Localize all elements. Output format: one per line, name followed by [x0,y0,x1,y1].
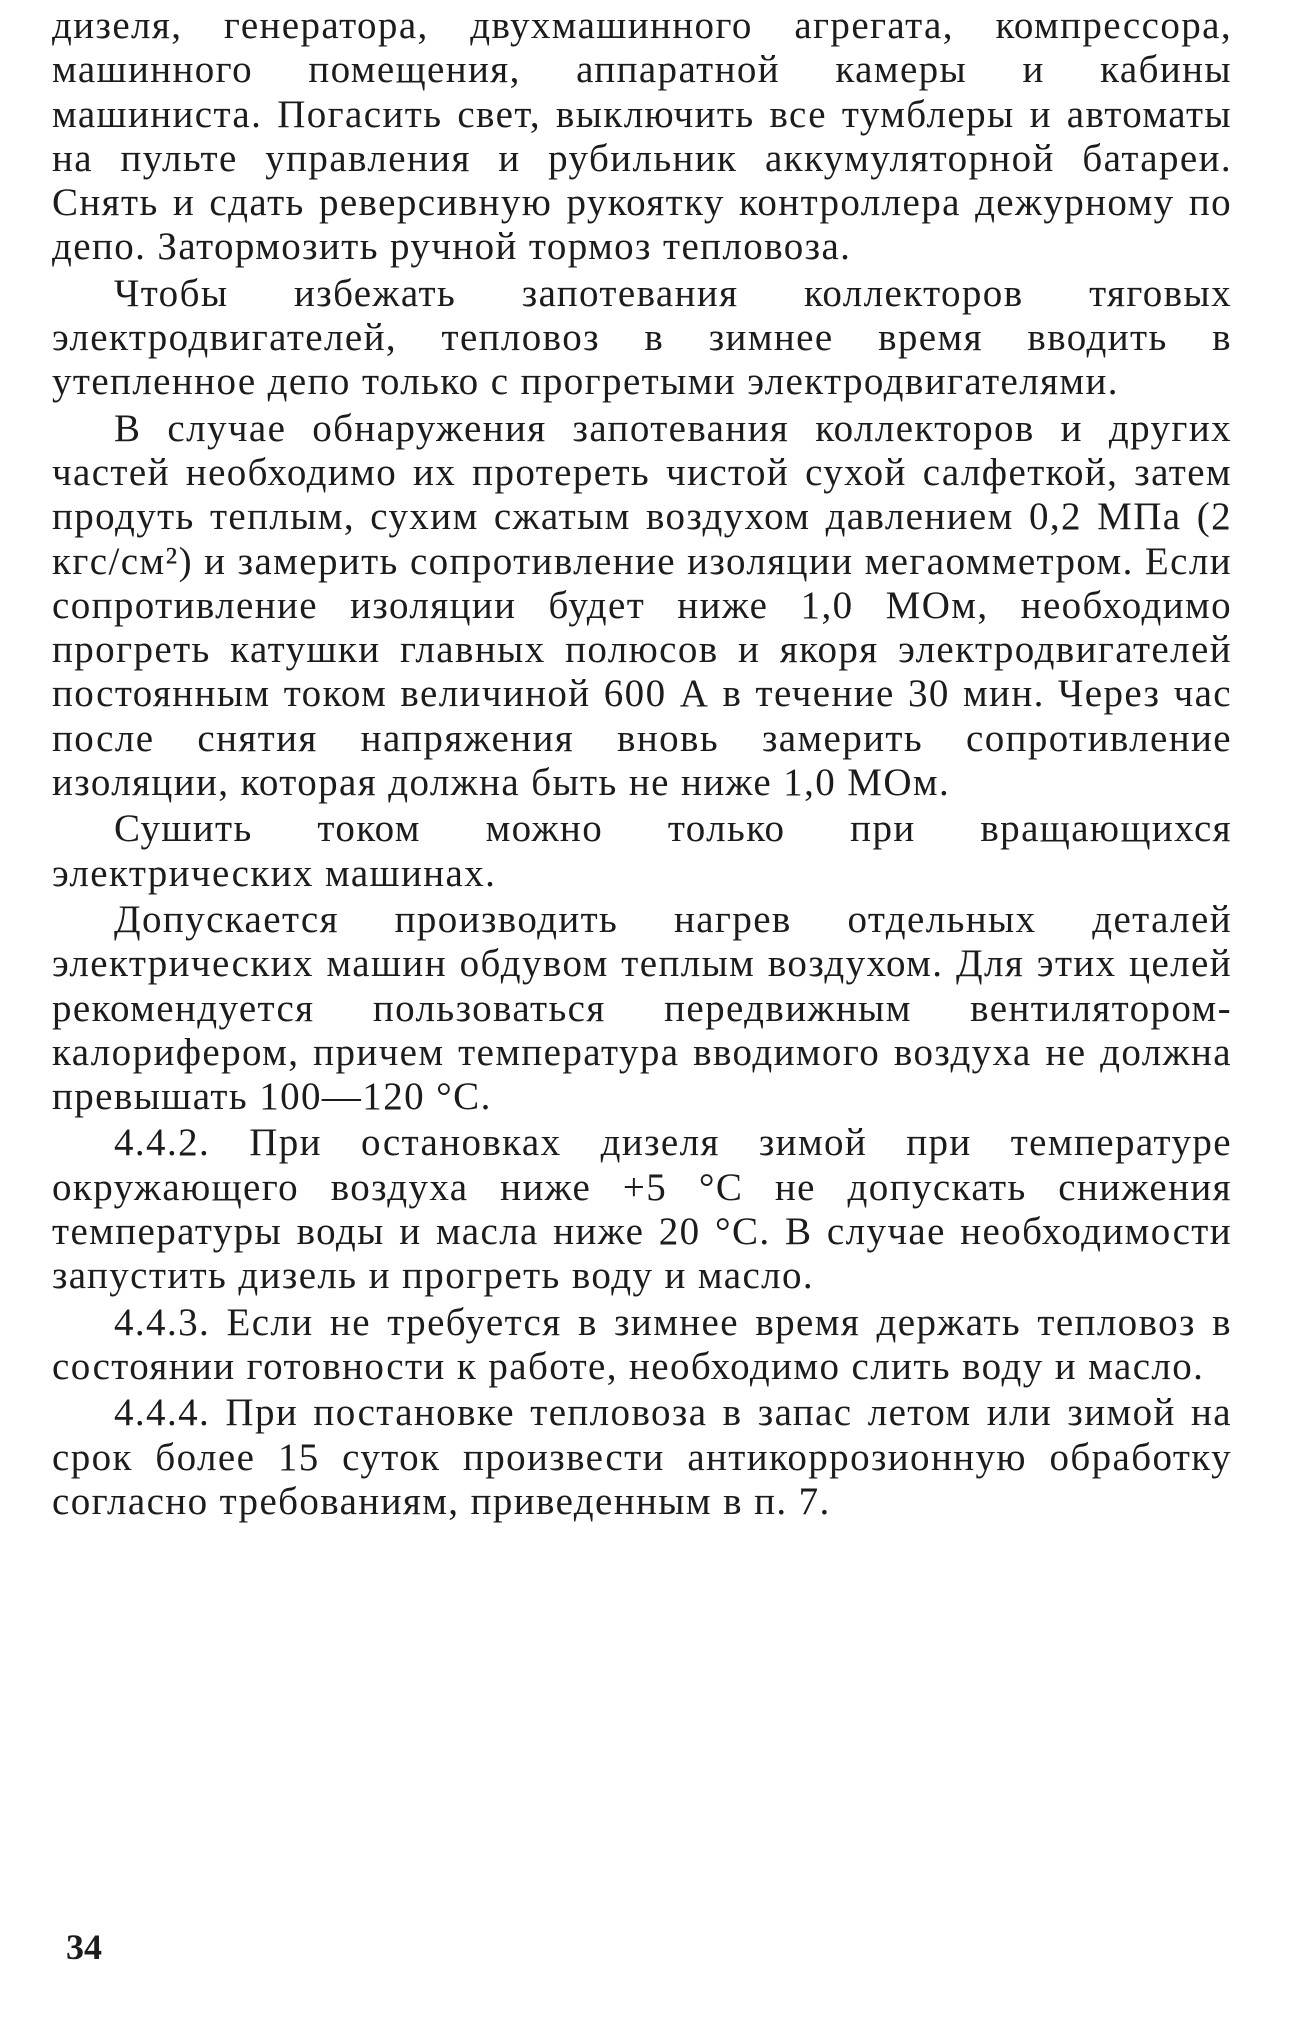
paragraph-6-section-4-4-2: 4.4.2. При остановках дизеля зимой при температуре окружающего воздуха ниже +5 °С не допускать снижения температуры воды и масла ниже 20 °С. В случае необходимости запустить дизель и прогреть воду и масло. [52,1121,1232,1298]
paragraph-7-section-4-4-3: 4.4.3. Если не требуется в зимнее время держать тепловоз в состоянии готовности к работе, необходимо слить воду и масло. [52,1300,1232,1388]
body-text [52,4,1232,1526]
paragraph-1: дизеля, генератора, двухмашинного агрегата, компрессора, машинного помещения, аппаратной камеры и кабины машиниста. Погасить свет, выключить все тумблеры и автоматы на пульте управления и рубильник аккумуляторной батареи. Снять и сдать реверсивную рукоятку контроллера дежурному по депо. Затормозить ручной тормоз тепловоза. [52,4,1232,269]
paragraph-2: Чтобы избежать запотевания коллекторов тяговых электродвигателей, тепловоз в зимнее время вводить в утепленное депо только с прогретыми электродвигателями. [52,271,1232,404]
paragraph-8-section-4-4-4: 4.4.4. При постановке тепловоза в запас летом или зимой на срок более 15 суток произвести антикоррозионную обработку согласно требованиям, приведенным в п. 7. [52,1391,1232,1523]
paragraph-4: Сушить током можно только при вращающихся электрических машинах. [52,807,1232,895]
page-number: 34 [66,1927,102,1967]
paragraph-3: В случае обнаружения запотевания коллекторов и других частей необходимо их протереть чистой сухой салфеткой, затем продуть теплым, сухим сжатым воздухом давлением 0,2 МПа (2 кгс/см²) и замерить сопротивление изоляции мегаомметром. Если сопротивление изоляции будет ниже 1,0 МОм, необходимо прогреть катушки главных полюсов и якоря электродвигателей постоянным током величиной 600 А в течение 30 мин. Через час после снятия напряжения вновь замерить сопротивление изоляции, которая должна быть не ниже 1,0 МОм. [52,406,1232,805]
paragraph-5: Допускается производить нагрев отдельных деталей электрических машин обдувом теплым воздухом. Для этих целей рекомендуется пользоваться передвижным вентилятором-калорифером, причем температура вводимого воздуха не должна превышать 100—120 °С. [52,897,1232,1119]
